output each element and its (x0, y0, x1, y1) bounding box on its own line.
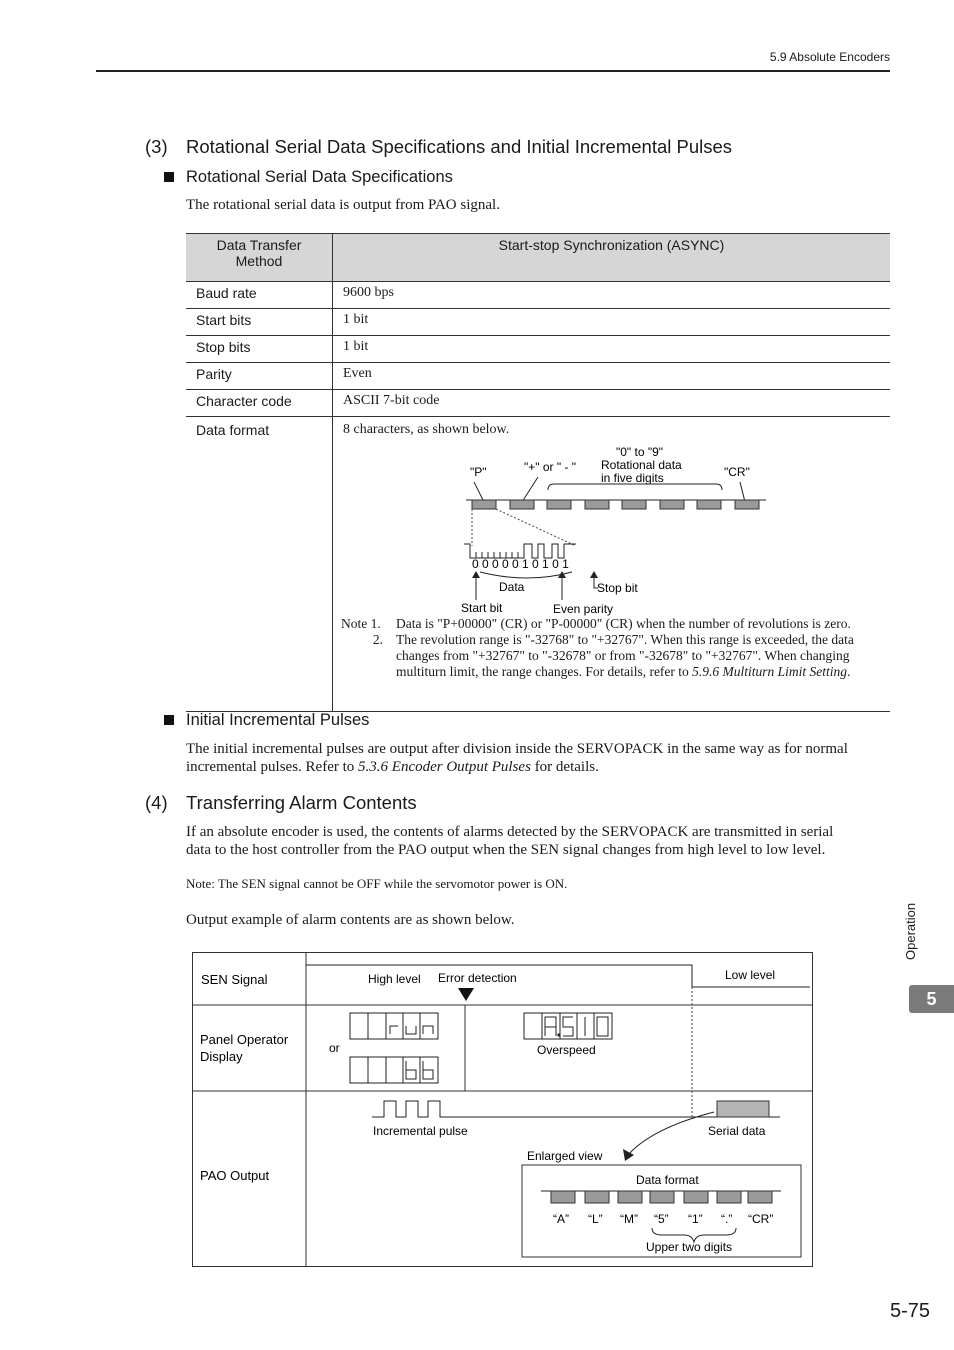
section-3-number: (3) (145, 136, 168, 157)
label-even-parity: Even parity (553, 602, 614, 616)
bit-waveform (464, 544, 576, 558)
label-data: Data (499, 580, 525, 594)
label-start-bit: Start bit (461, 601, 503, 615)
section-4-number: (4) (145, 792, 168, 813)
label-digits-3: in five digits (601, 471, 664, 485)
bullet-square-icon (164, 715, 174, 725)
table-header-row (186, 234, 890, 282)
table-row (186, 309, 890, 336)
body-line: for details. (530, 759, 599, 775)
page-number: 5-75 (889, 1300, 930, 1322)
label-digits-1: "0" to "9" (616, 445, 664, 459)
section-4-title: Transferring Alarm Contents (186, 792, 417, 813)
char-label: “A” (553, 1212, 569, 1226)
table-cell: 8 characters, as shown below. (333, 417, 891, 712)
char-box (748, 1191, 772, 1203)
label-low-level: Low level (725, 968, 776, 982)
char-label: “.” (721, 1212, 733, 1226)
char-label: “M” (620, 1212, 638, 1226)
note-label: Note 1. (341, 616, 381, 631)
char-box (650, 1191, 674, 1203)
label-digits-2: Rotational data (601, 458, 682, 472)
table-row (186, 282, 890, 309)
label-stop-bit: Stop bit (597, 581, 638, 595)
bit-values: 0 0 0 0 0 1 0 1 0 1 (472, 557, 569, 571)
bb-display (350, 1057, 438, 1083)
running-header: 5.9 Absolute Encoders (769, 50, 890, 64)
char-box (717, 1191, 741, 1203)
char-box (510, 500, 534, 509)
table-cell: Data format (186, 417, 333, 712)
subsection-title-serial-spec: Rotational Serial Data Specifications (186, 168, 453, 186)
label-overspeed: Overspeed (537, 1043, 596, 1057)
table-cell: Stop bits (186, 336, 333, 363)
label-data-format: Data format (636, 1173, 699, 1187)
char-box (660, 500, 684, 509)
error-marker-icon (458, 988, 474, 1001)
label-enlarged-view: Enlarged view (527, 1149, 603, 1163)
cross-reference[interactable]: 5.3.6 Encoder Output Pulses (358, 759, 531, 775)
table-cell: 1 bit (333, 336, 891, 363)
enlarge-guide (496, 509, 576, 546)
char-label: “1” (688, 1212, 703, 1226)
char-box (618, 1191, 642, 1203)
label-sen-signal: SEN Signal (201, 972, 268, 987)
label-p: "P" (470, 465, 487, 479)
label-panel-2: Display (200, 1049, 243, 1064)
arrow-head (590, 571, 598, 578)
label-serial-data: Serial data (708, 1124, 766, 1138)
alarm-output-diagram (192, 952, 814, 1268)
table-cell: 1 bit (333, 309, 891, 336)
table-row (186, 336, 890, 363)
char-box (585, 500, 609, 509)
char-box (472, 500, 496, 509)
table-header-cell: Data Transfer Method (186, 234, 333, 282)
body-line: If an absolute encoder is used, the contents of alarms detected by the SERVOPACK are transmitted in serial (186, 824, 834, 840)
enlarge-arrow (628, 1112, 714, 1155)
pointer-line (522, 477, 538, 502)
label-or: or (329, 1041, 340, 1055)
label-high-level: High level (368, 972, 421, 986)
char-box (684, 1191, 708, 1203)
data-bracket (480, 572, 572, 578)
body-line: The initial incremental pulses are output after division inside the SERVOPACK in the same way as for normal (186, 741, 848, 757)
char-box (735, 500, 759, 509)
header-rule (96, 70, 890, 72)
note-text: Data is "P+00000" (CR) or "P-00000" (CR) when the number of revolutions is zero. (396, 616, 851, 631)
table-cell: Start bits (186, 309, 333, 336)
incremental-body (186, 740, 896, 776)
label-error-detection: Error detection (438, 971, 517, 985)
table-cell: Even (333, 363, 891, 390)
serial-data-block (717, 1101, 769, 1117)
chapter-side-label: Operation (903, 902, 918, 960)
alarm-body (186, 823, 896, 859)
char-box (585, 1191, 609, 1203)
label-panel-1: Panel Operator (200, 1032, 289, 1047)
bullet-square-icon (164, 172, 174, 182)
char-box (547, 500, 571, 509)
pointer-line (474, 482, 484, 502)
char-label: “CR” (748, 1212, 774, 1226)
table-cell: Baud rate (186, 282, 333, 309)
body-line: data to the host controller from the PAO output when the SEN signal changes from high level to low level. (186, 842, 826, 858)
table-cell: Character code (186, 390, 333, 417)
label-pao-output: PAO Output (200, 1168, 270, 1183)
char-label: “L” (588, 1212, 603, 1226)
label-sign: "+" or " - " (524, 460, 577, 474)
run-display (350, 1013, 438, 1039)
char-box (622, 500, 646, 509)
char-label: “5” (654, 1212, 669, 1226)
subsection-title-incremental: Initial Incremental Pulses (186, 711, 370, 729)
data-format-diagram (440, 440, 780, 620)
sen-note: Note: The SEN signal cannot be OFF while the servomotor power is ON. (186, 876, 568, 891)
section-3-title: Rotational Serial Data Specifications and Initial Incremental Pulses (186, 136, 733, 157)
table-cell: Parity (186, 363, 333, 390)
note-text: changes from "+32767" to "-32678" or from "-32678" to "+32767". When changing (396, 648, 850, 663)
label-upper-two-digits: Upper two digits (646, 1240, 733, 1254)
alarm-display (524, 1013, 612, 1039)
note-text: The revolution range is "-32768" to "+32767". When this range is exceeded, the data (396, 632, 854, 647)
label-cr: "CR" (724, 465, 750, 479)
pointer-line (740, 482, 745, 502)
char-box (697, 500, 721, 509)
arrow-head (472, 571, 480, 578)
serial-spec-intro: The rotational serial data is output from PAO signal. (186, 197, 500, 213)
char-box (551, 1191, 575, 1203)
table-cell: 9600 bps (333, 282, 891, 309)
table-cell: ASCII 7-bit code (333, 390, 891, 417)
table-row (186, 390, 890, 417)
note-label: 2. (372, 632, 383, 647)
cross-reference[interactable]: 5.9.6 Multiturn Limit Setting (692, 664, 848, 679)
table-notes (341, 616, 886, 680)
body-line: incremental pulses. Refer to (186, 759, 359, 775)
label-incremental-pulse: Incremental pulse (373, 1124, 468, 1138)
table-header-cell: Start-stop Synchronization (ASYNC) (333, 234, 891, 282)
chapter-tab: 5 (909, 985, 954, 1013)
table-row (186, 363, 890, 390)
note-text: multiturn limit, the range changes. For details, refer to (396, 664, 693, 679)
note-text: . (847, 664, 851, 679)
output-example-text: Output example of alarm contents are as shown below. (186, 912, 515, 928)
